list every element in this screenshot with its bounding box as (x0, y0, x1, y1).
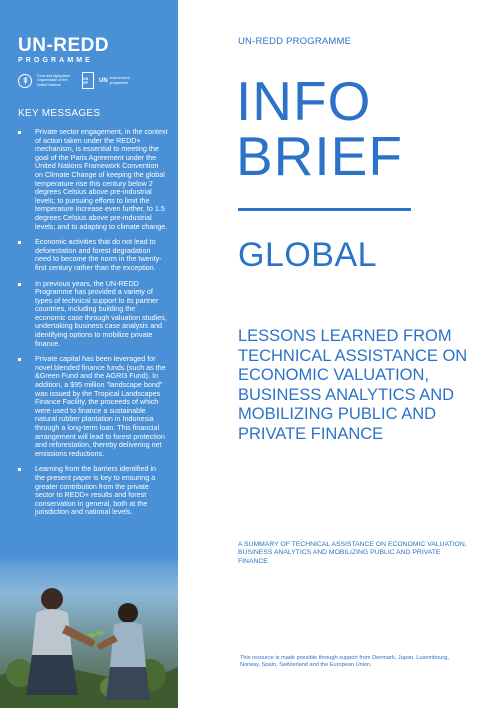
wheat-icon (18, 74, 32, 88)
key-message-text: Private sector engagement, in the context of action taken under the REDD+ mechanism, is essential to meeting the goal of the Paris Agreement under the United Nations Framework Convention on Climate Change of keeping the global temperature rise this century below 2 degrees Celsius above pre-industrial levels; to pursuing efforts to limit the temperature increase even further, to 1.5 degrees Celsius above pre-industrial levels; and to adapting to climate change. (35, 127, 168, 231)
square-bullet-icon (18, 468, 21, 471)
brand-logo (18, 36, 109, 64)
title-divider (238, 208, 411, 211)
unep-text: environment programme (109, 76, 130, 85)
square-bullet-icon (18, 131, 21, 134)
sidebar (0, 0, 178, 708)
summary-text: A SUMMARY OF TECHNICAL ASSISTANCE ON ECONOMIC VALUATION, BUSINESS ANALYTICS AND MOBILIZING PUBLIC AND PRIVATE FINANCE (238, 541, 467, 565)
unep-logo (99, 76, 146, 85)
funding-note: This resource is made possible through support from Denmark, Japan, Luxembourg, Norway, Spain, Switzerland and the European Union. (240, 655, 449, 669)
main-content (178, 0, 500, 708)
key-message-text: Private capital has been leveraged for novel blended finance funds (such as the &Green Fund and the AGRI3 Fund). In addition, a $95 million "landscape bond" was issued by the Tropical Landscapes Finance Facility, the proceeds of which were used to finance a sustainable natural rubber plantation in Indonesia through a long-term loan. This financial arrangement will lead to forest protection and reforestation, thereby delivering net emissions reductions. (35, 354, 166, 458)
square-bullet-icon (18, 241, 21, 244)
title-brief: BRIEF (236, 125, 403, 187)
cover-photo-illustration (0, 555, 178, 708)
unep-mark: UN (99, 77, 108, 84)
list-item (18, 280, 168, 349)
list-item (18, 355, 168, 458)
brand-name: UN-REDD (18, 35, 110, 56)
brand-subtitle: PROGRAMME (18, 57, 93, 64)
list-item (18, 128, 168, 231)
partner-logos (18, 72, 146, 89)
undp-logo-icon: UN DP (82, 72, 94, 89)
square-bullet-icon (18, 283, 21, 286)
cover-photo (0, 555, 178, 708)
square-bullet-icon (18, 358, 21, 361)
key-message-text: In previous years, the UN-REDD Programme has provided a variety of types of technical support to its partner countries, including building the economic case through valuation studies, undertaking business case analysis and identifying options to mobilize private finance. (35, 278, 167, 348)
fao-text: Food and Agriculture Organization of the United Nations (37, 74, 71, 87)
key-messages-list (18, 128, 168, 524)
document-subtitle: LESSONS LEARNED FROM TECHNICAL ASSISTANCE ON ECONOMIC VALUATION, BUSINESS ANALYTICS AND MOBILIZING PUBLIC AND PRIVATE FINANCE (238, 327, 468, 443)
programme-label: UN-REDD PROGRAMME (238, 36, 352, 47)
key-message-text: Learning from the barriers identified in the present paper is key to ensuring a greater contribution from the private sector to REDD+ results and forest conservation in general, both at the jurisdiction and national levels. (35, 464, 157, 517)
key-messages-title: KEY MESSAGES (18, 108, 101, 119)
title-info: INFO (236, 70, 372, 132)
list-item (18, 465, 168, 517)
key-message-text: Economic activities that do not lead to deforestation and forest degradation need to become the norm in the twenty-first century rather than the exception. (35, 237, 162, 272)
list-item (18, 238, 168, 272)
region-label: GLOBAL (238, 236, 378, 274)
